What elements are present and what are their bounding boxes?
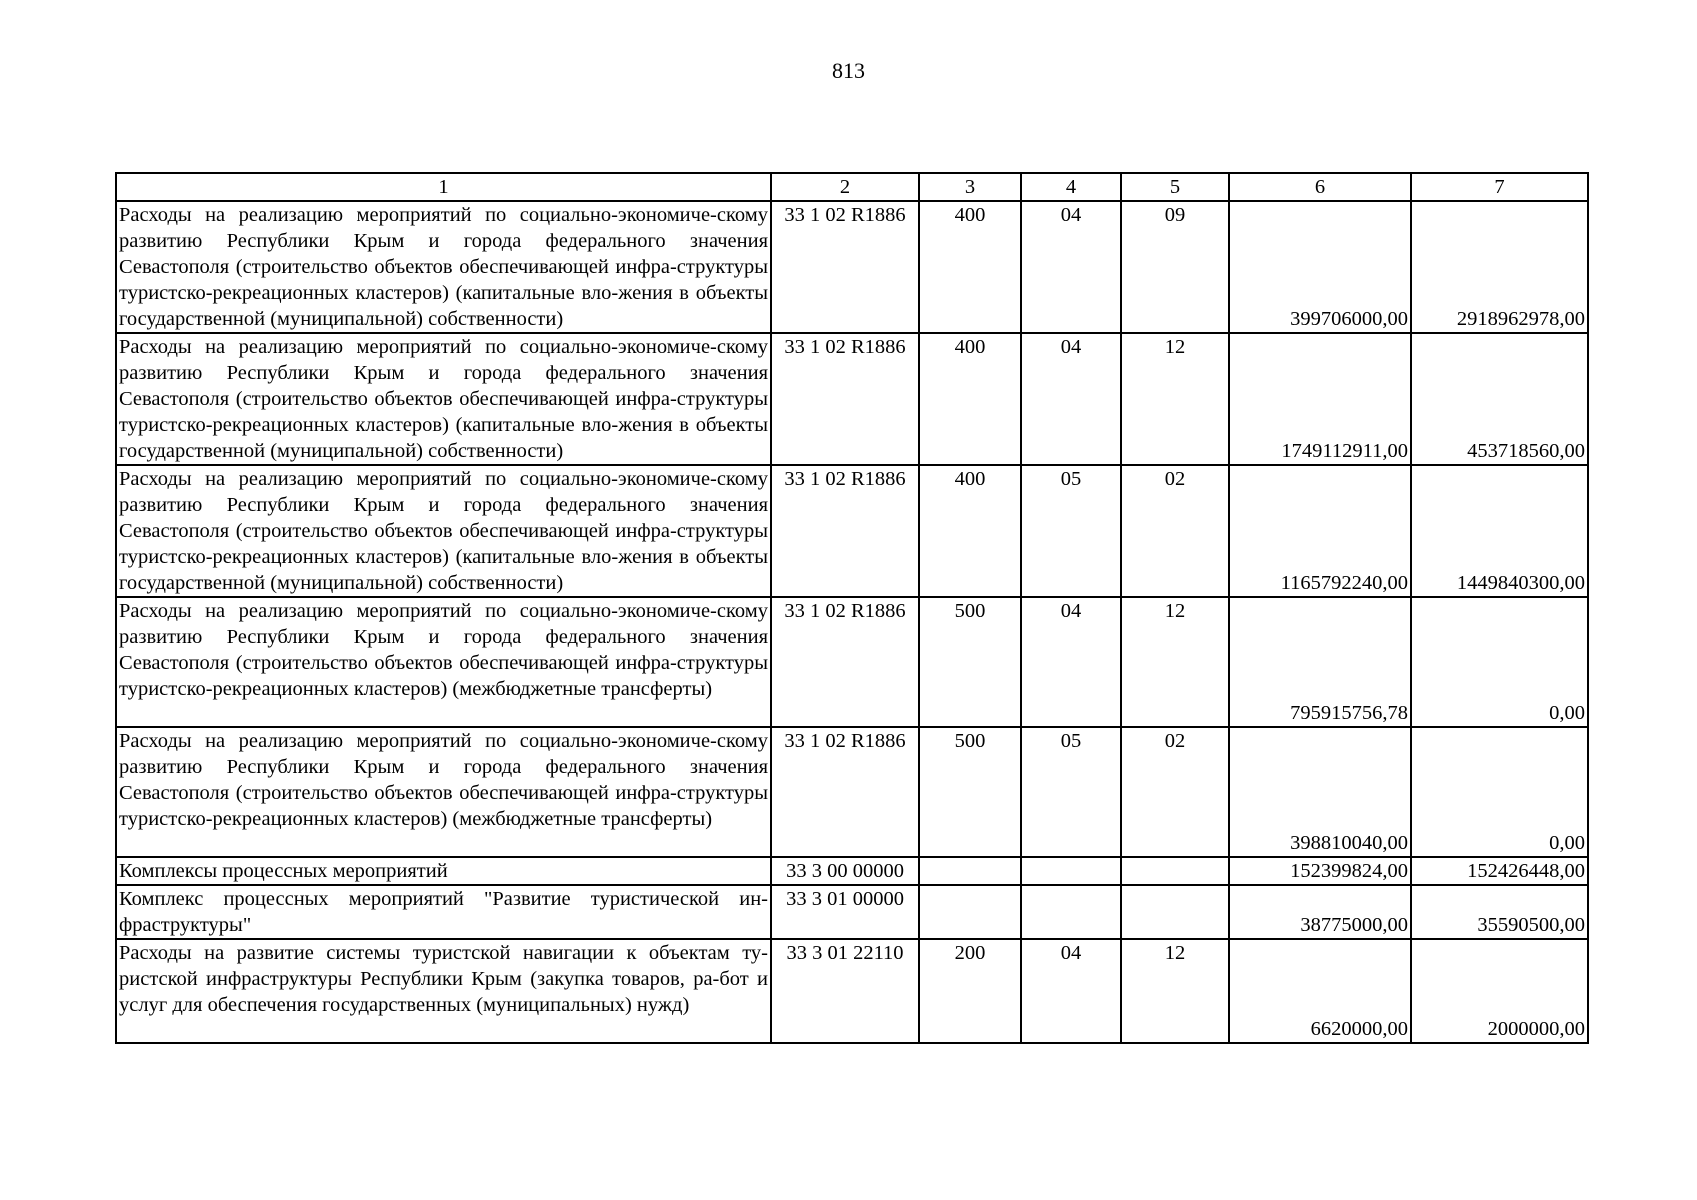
amount-col6-cell: 6620000,00 — [1229, 939, 1411, 1043]
expense-type-cell — [919, 857, 1021, 885]
target-code-cell: 33 3 00 00000 — [771, 857, 919, 885]
amount-col6-cell: 1749112911,00 — [1229, 333, 1411, 465]
column-header-7: 7 — [1411, 173, 1588, 201]
expense-type-cell: 200 — [919, 939, 1021, 1043]
amount-col6-cell: 38775000,00 — [1229, 885, 1411, 939]
amount-col7-cell: 0,00 — [1411, 727, 1588, 857]
page-number: 813 — [832, 58, 865, 83]
amount-col6-cell: 398810040,00 — [1229, 727, 1411, 857]
table-row — [116, 939, 1588, 1043]
expense-name-cell — [116, 465, 771, 597]
amount-col7-cell: 35590500,00 — [1411, 885, 1588, 939]
section-cell: 04 — [1021, 201, 1121, 333]
target-code-cell: 33 1 02 R1886 — [771, 727, 919, 857]
column-header-1: 1 — [116, 173, 771, 201]
section-cell: 04 — [1021, 333, 1121, 465]
amount-col7-cell: 1449840300,00 — [1411, 465, 1588, 597]
section-cell: 04 — [1021, 597, 1121, 727]
subsection-cell — [1121, 857, 1229, 885]
subsection-cell: 12 — [1121, 597, 1229, 727]
expense-name-cell — [116, 939, 771, 1043]
table-row — [116, 597, 1588, 727]
amount-col7-cell: 2918962978,00 — [1411, 201, 1588, 333]
expense-name: Расходы на реализацию мероприятий по социально-экономиче-скому развитию Республики Крым и города федерального значения Севастополя (строительство объектов обеспечивающей инфра-структуры туристско-рекреационных кластеров) (капитальные вло-жения в объекты государственной (муниципальной) собственности) — [119, 204, 768, 330]
expense-name: Расходы на реализацию мероприятий по социально-экономиче-скому развитию Республики Крым и города федерального значения Севастополя (строительство объектов обеспечивающей инфра-структуры туристско-рекреационных кластеров) (межбюджетные трансферты) — [119, 600, 768, 700]
amount-col7-cell: 0,00 — [1411, 597, 1588, 727]
expense-name-cell — [116, 597, 771, 727]
subsection-cell: 12 — [1121, 333, 1229, 465]
section-cell: 05 — [1021, 465, 1121, 597]
expense-name: Комплекс процессных мероприятий "Развитие туристической ин-фраструктуры" — [119, 888, 768, 936]
table-row — [116, 465, 1588, 597]
section-cell: 04 — [1021, 939, 1121, 1043]
expense-type-cell — [919, 885, 1021, 939]
expense-name: Комплексы процессных мероприятий — [119, 860, 448, 882]
target-code-cell: 33 3 01 22110 — [771, 939, 919, 1043]
expense-type-cell: 500 — [919, 727, 1021, 857]
target-code-cell: 33 1 02 R1886 — [771, 597, 919, 727]
column-header-4: 4 — [1021, 173, 1121, 201]
amount-col6-cell: 795915756,78 — [1229, 597, 1411, 727]
column-header-5: 5 — [1121, 173, 1229, 201]
amount-col7-cell: 453718560,00 — [1411, 333, 1588, 465]
section-cell — [1021, 885, 1121, 939]
column-header-3: 3 — [919, 173, 1021, 201]
table-row — [116, 333, 1588, 465]
target-code-cell: 33 1 02 R1886 — [771, 465, 919, 597]
amount-col7-cell: 152426448,00 — [1411, 857, 1588, 885]
expense-name-cell — [116, 885, 771, 939]
subsection-cell — [1121, 885, 1229, 939]
expense-name: Расходы на реализацию мероприятий по социально-экономиче-скому развитию Республики Крым и города федерального значения Севастополя (строительство объектов обеспечивающей инфра-структуры туристско-рекреационных кластеров) (капитальные вло-жения в объекты государственной (муниципальной) собственности) — [119, 336, 768, 462]
expense-name-cell — [116, 333, 771, 465]
budget-table — [115, 172, 1589, 1044]
expense-name-cell — [116, 201, 771, 333]
subsection-cell: 09 — [1121, 201, 1229, 333]
expense-name-cell — [116, 857, 771, 885]
subsection-cell: 12 — [1121, 939, 1229, 1043]
expense-type-cell: 500 — [919, 597, 1021, 727]
target-code-cell: 33 3 01 00000 — [771, 885, 919, 939]
target-code-cell: 33 1 02 R1886 — [771, 201, 919, 333]
amount-col6-cell: 152399824,00 — [1229, 857, 1411, 885]
expense-type-cell: 400 — [919, 201, 1021, 333]
table-row — [116, 201, 1588, 333]
expense-name: Расходы на реализацию мероприятий по социально-экономиче-скому развитию Республики Крым и города федерального значения Севастополя (строительство объектов обеспечивающей инфра-структуры туристско-рекреационных кластеров) (межбюджетные трансферты) — [119, 730, 768, 830]
subsection-cell: 02 — [1121, 465, 1229, 597]
amount-col6-cell: 1165792240,00 — [1229, 465, 1411, 597]
section-cell: 05 — [1021, 727, 1121, 857]
expense-name: Расходы на развитие системы туристской навигации к объектам ту-ристской инфраструктуры Республики Крым (закупка товаров, ра-бот и услуг для обеспечения государственных (муниципальных) нужд) — [119, 942, 768, 1016]
table-row — [116, 885, 1588, 939]
expense-name-cell — [116, 727, 771, 857]
table-row — [116, 857, 1588, 885]
subsection-cell: 02 — [1121, 727, 1229, 857]
amount-col6-cell: 399706000,00 — [1229, 201, 1411, 333]
column-header-2: 2 — [771, 173, 919, 201]
header-row — [116, 173, 1588, 201]
expense-type-cell: 400 — [919, 465, 1021, 597]
table-row — [116, 727, 1588, 857]
amount-col7-cell: 2000000,00 — [1411, 939, 1588, 1043]
expense-type-cell: 400 — [919, 333, 1021, 465]
column-header-6: 6 — [1229, 173, 1411, 201]
expense-name: Расходы на реализацию мероприятий по социально-экономиче-скому развитию Республики Крым и города федерального значения Севастополя (строительство объектов обеспечивающей инфра-структуры туристско-рекреационных кластеров) (капитальные вло-жения в объекты государственной (муниципальной) собственности) — [119, 468, 768, 594]
section-cell — [1021, 857, 1121, 885]
target-code-cell: 33 1 02 R1886 — [771, 333, 919, 465]
